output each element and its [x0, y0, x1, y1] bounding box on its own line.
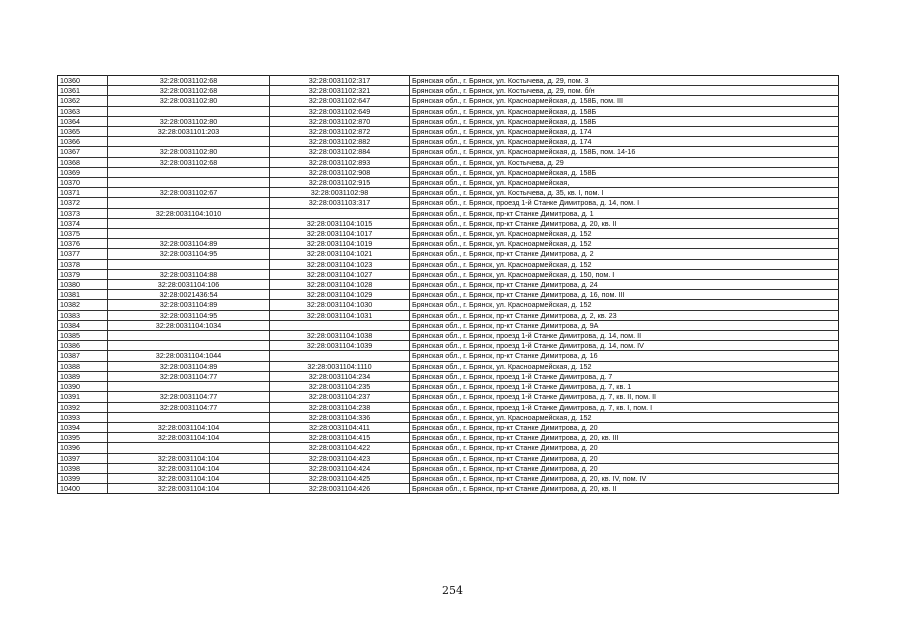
row-number-cell: 10368	[58, 157, 108, 167]
cadastral-number-cell	[270, 208, 410, 218]
cadastral-number-cell: 32:28:0031104:411	[270, 422, 410, 432]
address-cell: Брянская обл., г. Брянск, проезд 1-й Станке Димитрова, д. 14, пом. I	[410, 198, 839, 208]
address-cell: Брянская обл., г. Брянск, пр-кт Станке Димитрова, д. 2	[410, 249, 839, 259]
address-cell: Брянская обл., г. Брянск, ул. Костычева, д. 29	[410, 157, 839, 167]
parent-cadastral-number-cell: 32:28:0031104:1010	[108, 208, 270, 218]
parent-cadastral-number-cell: 32:28:0031104:77	[108, 371, 270, 381]
address-cell: Брянская обл., г. Брянск, пр-кт Станке Димитрова, д. 20	[410, 443, 839, 453]
cadastral-number-cell	[270, 320, 410, 330]
table-row	[58, 147, 839, 157]
address-cell: Брянская обл., г. Брянск, пр-кт Станке Димитрова, д. 9А	[410, 320, 839, 330]
parent-cadastral-number-cell: 32:28:0031104:95	[108, 310, 270, 320]
parent-cadastral-number-cell: 32:28:0031104:77	[108, 392, 270, 402]
parent-cadastral-number-cell: 32:28:0031101:203	[108, 127, 270, 137]
cadastral-number-cell	[270, 351, 410, 361]
parent-cadastral-number-cell	[108, 331, 270, 341]
row-number-cell: 10369	[58, 167, 108, 177]
address-cell: Брянская обл., г. Брянск, ул. Красноармейская, д. 150, пом. I	[410, 269, 839, 279]
table-row	[58, 361, 839, 371]
address-cell: Брянская обл., г. Брянск, ул. Красноармейская, д. 152	[410, 361, 839, 371]
table-row	[58, 463, 839, 473]
table-row	[58, 137, 839, 147]
parent-cadastral-number-cell	[108, 137, 270, 147]
parent-cadastral-number-cell	[108, 178, 270, 188]
cadastral-number-cell: 32:28:0031102:98	[270, 188, 410, 198]
cadastral-number-cell: 32:28:0031104:1021	[270, 249, 410, 259]
address-cell: Брянская обл., г. Брянск, ул. Красноармейская, д. 152	[410, 239, 839, 249]
cadastral-number-cell: 32:28:0031104:1029	[270, 290, 410, 300]
parent-cadastral-number-cell: 32:28:0031102:68	[108, 157, 270, 167]
row-number-cell: 10396	[58, 443, 108, 453]
address-cell: Брянская обл., г. Брянск, пр-кт Станке Димитрова, д. 16, пом. III	[410, 290, 839, 300]
parent-cadastral-number-cell	[108, 259, 270, 269]
address-cell: Брянская обл., г. Брянск, пр-кт Станке Димитрова, д. 20, кв. III	[410, 433, 839, 443]
table-row	[58, 473, 839, 483]
cadastral-number-cell: 32:28:0031104:1030	[270, 300, 410, 310]
table-row	[58, 218, 839, 228]
address-cell: Брянская обл., г. Брянск, ул. Красноармейская, д. 158Б	[410, 167, 839, 177]
row-number-cell: 10387	[58, 351, 108, 361]
table-row	[58, 310, 839, 320]
row-number-cell: 10360	[58, 76, 108, 86]
row-number-cell: 10386	[58, 341, 108, 351]
table-row	[58, 167, 839, 177]
row-number-cell: 10390	[58, 382, 108, 392]
cadastral-number-cell: 32:28:0031102:884	[270, 147, 410, 157]
table-row	[58, 86, 839, 96]
row-number-cell: 10393	[58, 412, 108, 422]
cadastral-number-cell: 32:28:0031104:237	[270, 392, 410, 402]
parent-cadastral-number-cell: 32:28:0031104:104	[108, 422, 270, 432]
row-number-cell: 10392	[58, 402, 108, 412]
row-number-cell: 10376	[58, 239, 108, 249]
row-number-cell: 10397	[58, 453, 108, 463]
cadastral-number-cell: 32:28:0031104:234	[270, 371, 410, 381]
parent-cadastral-number-cell: 32:28:0031102:68	[108, 76, 270, 86]
parent-cadastral-number-cell: 32:28:0031104:88	[108, 269, 270, 279]
row-number-cell: 10399	[58, 473, 108, 483]
row-number-cell: 10372	[58, 198, 108, 208]
row-number-cell: 10382	[58, 300, 108, 310]
row-number-cell: 10400	[58, 484, 108, 494]
table-row	[58, 116, 839, 126]
table-row	[58, 453, 839, 463]
table-row	[58, 269, 839, 279]
row-number-cell: 10391	[58, 392, 108, 402]
address-cell: Брянская обл., г. Брянск, проезд 1-й Станке Димитрова, д. 7, кв. II, пом. II	[410, 392, 839, 402]
page-number: 254	[442, 584, 463, 597]
address-cell: Брянская обл., г. Брянск, пр-кт Станке Димитрова, д. 20, кв. II	[410, 484, 839, 494]
parent-cadastral-number-cell: 32:28:0031104:104	[108, 453, 270, 463]
parent-cadastral-number-cell: 32:28:0031102:67	[108, 188, 270, 198]
parent-cadastral-number-cell: 32:28:0031104:95	[108, 249, 270, 259]
table-row	[58, 443, 839, 453]
table-row	[58, 127, 839, 137]
address-cell: Брянская обл., г. Брянск, пр-кт Станке Димитрова, д. 20, кв. IV, пом. IV	[410, 473, 839, 483]
row-number-cell: 10379	[58, 269, 108, 279]
address-cell: Брянская обл., г. Брянск, проезд 1-й Станке Димитрова, д. 7, кв. 1	[410, 382, 839, 392]
parent-cadastral-number-cell: 32:28:0031104:89	[108, 300, 270, 310]
cadastral-registry-table	[57, 75, 839, 494]
table-row	[58, 249, 839, 259]
cadastral-number-cell: 32:28:0031104:235	[270, 382, 410, 392]
row-number-cell: 10375	[58, 229, 108, 239]
row-number-cell: 10365	[58, 127, 108, 137]
table-row	[58, 106, 839, 116]
address-cell: Брянская обл., г. Брянск, ул. Красноармейская, д. 158Б	[410, 116, 839, 126]
parent-cadastral-number-cell: 32:28:0031104:89	[108, 361, 270, 371]
address-cell: Брянская обл., г. Брянск, пр-кт Станке Димитрова, д. 20, кв. II	[410, 218, 839, 228]
table-row	[58, 331, 839, 341]
address-cell: Брянская обл., г. Брянск, ул. Красноармейская, д. 152	[410, 300, 839, 310]
row-number-cell: 10378	[58, 259, 108, 269]
cadastral-number-cell: 32:28:0031104:1110	[270, 361, 410, 371]
row-number-cell: 10383	[58, 310, 108, 320]
address-cell: Брянская обл., г. Брянск, ул. Костычева, д. 29, пом. 3	[410, 76, 839, 86]
table-row	[58, 402, 839, 412]
row-number-cell: 10363	[58, 106, 108, 116]
row-number-cell: 10395	[58, 433, 108, 443]
cadastral-number-cell: 32:28:0031104:336	[270, 412, 410, 422]
cadastral-number-cell: 32:28:0031103:317	[270, 198, 410, 208]
address-cell: Брянская обл., г. Брянск, ул. Красноармейская, д. 158Б, пом. 14-16	[410, 147, 839, 157]
parent-cadastral-number-cell: 32:28:0031104:77	[108, 402, 270, 412]
address-cell: Брянская обл., г. Брянск, проезд 1-й Станке Димитрова, д. 7	[410, 371, 839, 381]
row-number-cell: 10371	[58, 188, 108, 198]
cadastral-number-cell: 32:28:0031104:426	[270, 484, 410, 494]
row-number-cell: 10394	[58, 422, 108, 432]
parent-cadastral-number-cell: 32:28:0031104:104	[108, 463, 270, 473]
row-number-cell: 10384	[58, 320, 108, 330]
table-row	[58, 371, 839, 381]
address-cell: Брянская обл., г. Брянск, ул. Красноармейская, д. 158Б, пом. III	[410, 96, 839, 106]
table-row	[58, 300, 839, 310]
registry-table-body	[58, 76, 839, 494]
address-cell: Брянская обл., г. Брянск, проезд 1-й Станке Димитрова, д. 7, кв. I, пом. I	[410, 402, 839, 412]
parent-cadastral-number-cell: 32:28:0031102:80	[108, 96, 270, 106]
cadastral-number-cell: 32:28:0031102:893	[270, 157, 410, 167]
cadastral-number-cell: 32:28:0031102:649	[270, 106, 410, 116]
address-cell: Брянская обл., г. Брянск, ул. Красноармейская, д. 174	[410, 127, 839, 137]
table-row	[58, 157, 839, 167]
cadastral-number-cell: 32:28:0031102:317	[270, 76, 410, 86]
parent-cadastral-number-cell	[108, 412, 270, 422]
table-row	[58, 280, 839, 290]
parent-cadastral-number-cell	[108, 341, 270, 351]
table-row	[58, 412, 839, 422]
cadastral-number-cell: 32:28:0031102:321	[270, 86, 410, 96]
cadastral-number-cell: 32:28:0031104:1017	[270, 229, 410, 239]
parent-cadastral-number-cell: 32:28:0031104:104	[108, 433, 270, 443]
cadastral-number-cell: 32:28:0031102:870	[270, 116, 410, 126]
row-number-cell: 10388	[58, 361, 108, 371]
table-row	[58, 208, 839, 218]
address-cell: Брянская обл., г. Брянск, ул. Красноармейская, д. 174	[410, 137, 839, 147]
address-cell: Брянская обл., г. Брянск, ул. Костычева, д. 29, пом. б/н	[410, 86, 839, 96]
parent-cadastral-number-cell: 32:28:0031102:80	[108, 147, 270, 157]
row-number-cell: 10362	[58, 96, 108, 106]
cadastral-number-cell: 32:28:0031104:1039	[270, 341, 410, 351]
cadastral-number-cell: 32:28:0031104:1038	[270, 331, 410, 341]
cadastral-number-cell: 32:28:0031104:424	[270, 463, 410, 473]
parent-cadastral-number-cell: 32:28:0031104:104	[108, 484, 270, 494]
row-number-cell: 10361	[58, 86, 108, 96]
cadastral-number-cell: 32:28:0031104:415	[270, 433, 410, 443]
parent-cadastral-number-cell: 32:28:0031102:68	[108, 86, 270, 96]
cadastral-number-cell: 32:28:0031104:1023	[270, 259, 410, 269]
address-cell: Брянская обл., г. Брянск, ул. Красноармейская, д. 152	[410, 229, 839, 239]
parent-cadastral-number-cell: 32:28:0031104:1044	[108, 351, 270, 361]
address-cell: Брянская обл., г. Брянск, пр-кт Станке Димитрова, д. 1	[410, 208, 839, 218]
address-cell: Брянская обл., г. Брянск, пр-кт Станке Димитрова, д. 16	[410, 351, 839, 361]
table-row	[58, 422, 839, 432]
address-cell: Брянская обл., г. Брянск, ул. Красноармейская, д. 152	[410, 259, 839, 269]
cadastral-number-cell: 32:28:0031104:423	[270, 453, 410, 463]
address-cell: Брянская обл., г. Брянск, ул. Костычева, д. 35, кв. I, пом. I	[410, 188, 839, 198]
cadastral-number-cell: 32:28:0031104:425	[270, 473, 410, 483]
table-row	[58, 76, 839, 86]
parent-cadastral-number-cell: 32:28:0031104:89	[108, 239, 270, 249]
row-number-cell: 10374	[58, 218, 108, 228]
address-cell: Брянская обл., г. Брянск, ул. Красноармейская, д. 158Б	[410, 106, 839, 116]
table-row	[58, 382, 839, 392]
address-cell: Брянская обл., г. Брянск, проезд 1-й Станке Димитрова, д. 14, пом. IV	[410, 341, 839, 351]
table-row	[58, 178, 839, 188]
row-number-cell: 10364	[58, 116, 108, 126]
row-number-cell: 10389	[58, 371, 108, 381]
parent-cadastral-number-cell: 32:28:0031102:80	[108, 116, 270, 126]
parent-cadastral-number-cell	[108, 167, 270, 177]
row-number-cell: 10370	[58, 178, 108, 188]
table-row	[58, 239, 839, 249]
row-number-cell: 10366	[58, 137, 108, 147]
cadastral-number-cell: 32:28:0031104:1031	[270, 310, 410, 320]
parent-cadastral-number-cell	[108, 198, 270, 208]
table-row	[58, 96, 839, 106]
cadastral-number-cell: 32:28:0031102:882	[270, 137, 410, 147]
parent-cadastral-number-cell: 32:28:0031104:106	[108, 280, 270, 290]
cadastral-number-cell: 32:28:0031102:872	[270, 127, 410, 137]
table-row	[58, 259, 839, 269]
table-row	[58, 290, 839, 300]
parent-cadastral-number-cell	[108, 443, 270, 453]
row-number-cell: 10380	[58, 280, 108, 290]
address-cell: Брянская обл., г. Брянск, проезд 1-й Станке Димитрова, д. 14, пом. II	[410, 331, 839, 341]
table-row	[58, 229, 839, 239]
parent-cadastral-number-cell: 32:28:0031104:1034	[108, 320, 270, 330]
cadastral-number-cell: 32:28:0031104:1015	[270, 218, 410, 228]
cadastral-number-cell: 32:28:0031104:238	[270, 402, 410, 412]
address-cell: Брянская обл., г. Брянск, пр-кт Станке Димитрова, д. 20	[410, 453, 839, 463]
row-number-cell: 10385	[58, 331, 108, 341]
address-cell: Брянская обл., г. Брянск, пр-кт Станке Димитрова, д. 24	[410, 280, 839, 290]
table-row	[58, 320, 839, 330]
table-row	[58, 351, 839, 361]
parent-cadastral-number-cell	[108, 106, 270, 116]
cadastral-number-cell: 32:28:0031104:1027	[270, 269, 410, 279]
row-number-cell: 10367	[58, 147, 108, 157]
address-cell: Брянская обл., г. Брянск, пр-кт Станке Димитрова, д. 2, кв. 23	[410, 310, 839, 320]
row-number-cell: 10373	[58, 208, 108, 218]
table-row	[58, 198, 839, 208]
parent-cadastral-number-cell	[108, 218, 270, 228]
cadastral-number-cell: 32:28:0031104:422	[270, 443, 410, 453]
row-number-cell: 10398	[58, 463, 108, 473]
row-number-cell: 10377	[58, 249, 108, 259]
address-cell: Брянская обл., г. Брянск, ул. Красноармейская,	[410, 178, 839, 188]
cadastral-number-cell: 32:28:0031104:1019	[270, 239, 410, 249]
address-cell: Брянская обл., г. Брянск, пр-кт Станке Димитрова, д. 20	[410, 422, 839, 432]
parent-cadastral-number-cell	[108, 229, 270, 239]
table-row	[58, 433, 839, 443]
table-row	[58, 392, 839, 402]
address-cell: Брянская обл., г. Брянск, пр-кт Станке Димитрова, д. 20	[410, 463, 839, 473]
parent-cadastral-number-cell	[108, 382, 270, 392]
parent-cadastral-number-cell: 32:28:0031104:104	[108, 473, 270, 483]
cadastral-number-cell: 32:28:0031102:647	[270, 96, 410, 106]
row-number-cell: 10381	[58, 290, 108, 300]
address-cell: Брянская обл., г. Брянск, ул. Красноармейская, д. 152	[410, 412, 839, 422]
parent-cadastral-number-cell: 32:28:0021436:54	[108, 290, 270, 300]
table-row	[58, 484, 839, 494]
cadastral-number-cell: 32:28:0031102:908	[270, 167, 410, 177]
cadastral-number-cell: 32:28:0031102:915	[270, 178, 410, 188]
table-row	[58, 188, 839, 198]
cadastral-number-cell: 32:28:0031104:1028	[270, 280, 410, 290]
table-row	[58, 341, 839, 351]
